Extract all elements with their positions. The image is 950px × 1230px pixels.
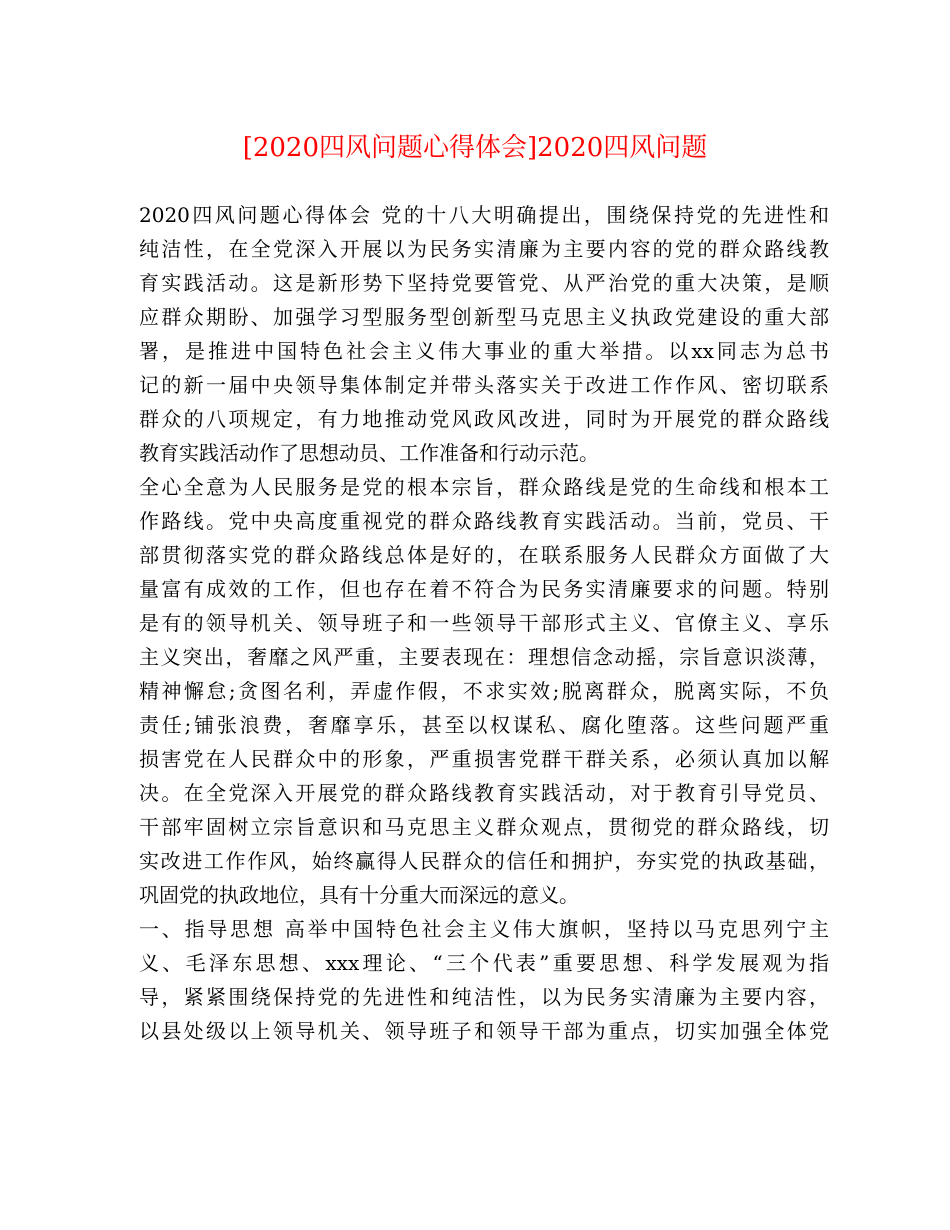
body-line: 一、指导思想 高举中国特色社会主义伟大旗帜，坚持以马克思列宁主 [139, 917, 829, 941]
body-line: 干部牢固树立宗旨意识和马克思主义群众观点，贯彻党的群众路线，切 [139, 815, 829, 839]
body-line: 纯洁性，在全党深入开展以为民务实清廉为主要内容的党的群众路线教 [139, 237, 829, 261]
document-body [139, 198, 829, 1048]
document-title: [2020四风问题心得体会]2020四风问题 [242, 133, 708, 163]
body-line: 作路线。党中央高度重视党的群众路线教育实践活动。当前，党员、干 [139, 509, 829, 533]
body-line: 决。在全党深入开展党的群众路线教育实践活动，对于教育引导党员、 [139, 781, 829, 805]
body-line: 主义突出，奢靡之风严重，主要表现在：理想信念动摇，宗旨意识淡薄， [139, 645, 829, 669]
body-line: 育实践活动。这是新形势下坚持党要管党、从严治党的重大决策，是顺 [139, 271, 829, 295]
body-line: 群众的八项规定，有力地推动党风政风改进，同时为开展党的群众路线 [139, 407, 829, 431]
body-line: 2020四风问题心得体会 党的十八大明确提出，围绕保持党的先进性和 [139, 203, 829, 227]
body-line: 以县处级以上领导机关、领导班子和领导干部为重点，切实加强全体党 [139, 1019, 829, 1043]
body-line: 责任;铺张浪费，奢靡享乐，甚至以权谋私、腐化堕落。这些问题严重 [139, 713, 829, 737]
body-line: 导，紧紧围绕保持党的先进性和纯洁性，以为民务实清廉为主要内容， [139, 985, 829, 1009]
body-line: 巩固党的执政地位，具有十分重大而深远的意义。 [139, 883, 579, 907]
body-line: 教育实践活动作了思想动员、工作准备和行动示范。 [139, 441, 599, 465]
body-line: 部贯彻落实党的群众路线总体是好的，在联系服务人民群众方面做了大 [139, 543, 829, 567]
body-line: 量富有成效的工作，但也存在着不符合为民务实清廉要求的问题。特别 [139, 577, 829, 601]
body-line: 损害党在人民群众中的形象，严重损害党群干群关系，必须认真加以解 [139, 747, 829, 771]
body-line: 是有的领导机关、领导班子和一些领导干部形式主义、官僚主义、享乐 [139, 611, 829, 635]
body-line: 应群众期盼、加强学习型服务型创新型马克思主义执政党建设的重大部 [139, 305, 829, 329]
body-line: 义、毛泽东思想、xxx理论、“三个代表”重要思想、科学发展观为指 [139, 951, 829, 975]
body-line: 精神懈怠;贪图名利，弄虚作假，不求实效;脱离群众，脱离实际，不负 [139, 679, 829, 703]
body-line: 记的新一届中央领导集体制定并带头落实关于改进工作作风、密切联系 [139, 373, 829, 397]
body-line: 全心全意为人民服务是党的根本宗旨，群众路线是党的生命线和根本工 [139, 475, 829, 499]
body-line: 实改进工作作风，始终赢得人民群众的信任和拥护，夯实党的执政基础， [139, 849, 829, 873]
body-line: 署，是推进中国特色社会主义伟大事业的重大举措。以xx同志为总书 [139, 339, 829, 363]
